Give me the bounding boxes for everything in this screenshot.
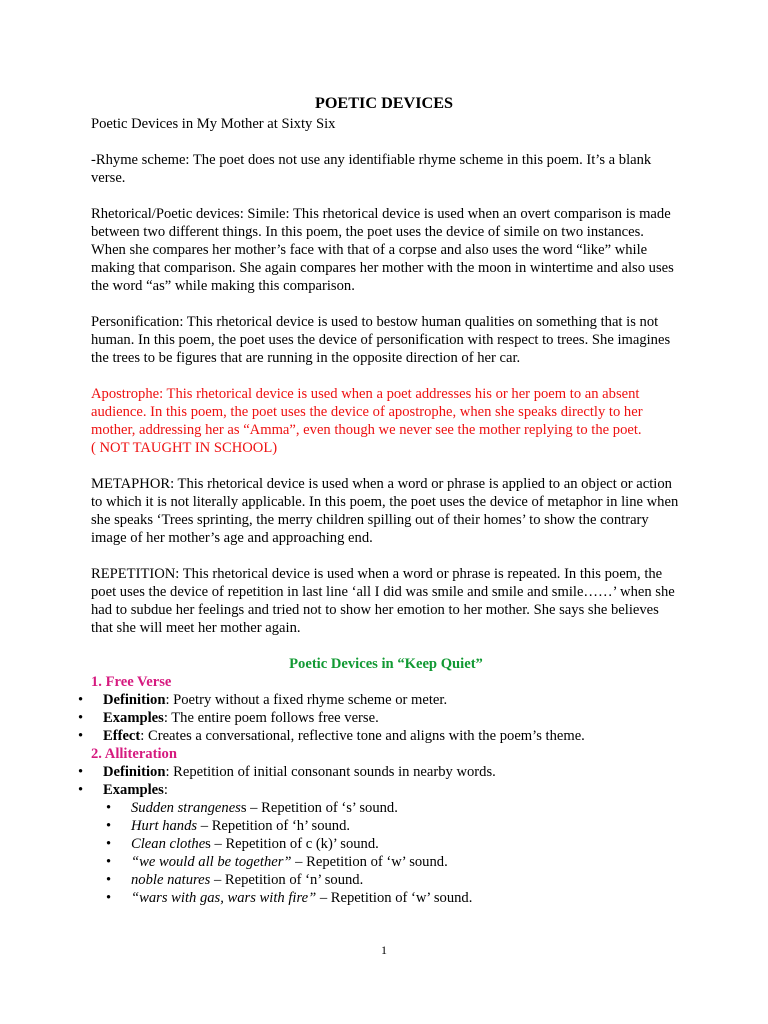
document-body	[91, 94, 681, 907]
example-item: • “wars with gas, wars with fire” – Repetition of ‘w’ sound.	[131, 889, 681, 907]
apostrophe-block	[91, 385, 681, 457]
free-verse-list	[91, 691, 681, 745]
metaphor-paragraph: METAPHOR: This rhetorical device is used when a word or phrase is applied to an object or action to which it is not literally applicable. In this poem, the poet uses the device of metaphor in line when she speaks ‘Trees sprinting, the merry children spilling out of their homes’ to show the contrary image of her mother’s age and approaching end.	[91, 476, 679, 546]
apostrophe-paragraph: Apostrophe: This rhetorical device is used when a poet addresses his or her poem to an absent audience. In this poem, the poet uses the device of apostrophe, when she speaks directly to her mother, addressing her as “Amma”, even though we never see the mother replying to the poet.	[91, 386, 643, 438]
example-item: • noble natures – Repetition of ‘n’ sound.	[131, 871, 681, 889]
rhyme-scheme-paragraph: -Rhyme scheme: The poet does not use any identifiable rhyme scheme in this poem. It’s a blank verse.	[91, 152, 652, 186]
list-item: • Effect: Creates a conversational, reflective tone and aligns with the poem’s theme.	[91, 727, 681, 745]
page-title: POETIC DEVICES	[314, 94, 454, 112]
simile-paragraph: Rhetorical/Poetic devices: Simile: This rhetorical device is used when an overt comparison is made between two different things. In this poem, the poet uses the device of simile on two instances. When she compares her mother’s face with that of a corpse and also uses the word “like” while making that comparison. She again compares her mother with the moon in wintertime and also uses the word “as” while making this comparison.	[91, 206, 674, 294]
example-item: • Clean clothes – Repetition of c (k)’ sound.	[131, 835, 681, 853]
alliteration-heading: 2. Alliteration	[91, 746, 177, 762]
alliteration-examples-list	[131, 799, 681, 907]
alliteration-list	[91, 763, 681, 907]
example-item: • “we would all be together” – Repetition of ‘w’ sound.	[131, 853, 681, 871]
apostrophe-note: ( NOT TAUGHT IN SCHOOL)	[91, 440, 278, 456]
repetition-paragraph: REPETITION: This rhetorical device is used when a word or phrase is repeated. In this poem, the poet uses the device of repetition in last line ‘all I did was smile and smile and smile……’ when she had to subdue her feelings and tried not to show her emotion to her mother. She says she believes that she will meet her mother again.	[91, 566, 675, 636]
list-item: • Definition: Repetition of initial consonant sounds in nearby words.	[91, 763, 681, 781]
subtitle: Poetic Devices in My Mother at Sixty Six	[91, 116, 336, 132]
example-item: • Sudden strangeness – Repetition of ‘s’ sound.	[131, 799, 681, 817]
free-verse-heading: 1. Free Verse	[91, 674, 172, 690]
list-item: • Examples: • Sudden strangeness – Repetition of ‘s’ sound. • Hurt hands – Repetition of ‘h’ sound. • Clean clothes – Repetition of c (k)’ sound. • “we would all be together” – Repetition of ‘w’ sound. • noble natures – Repetition of ‘n’ sound. • “wars with gas, wars with fire” – Repetition of ‘w’ sound.	[91, 781, 681, 907]
personification-paragraph: Personification: This rhetorical device is used to bestow human qualities on something that is not human. In this poem, the poet uses the device of personification with respect to trees. She imagines the trees to be figures that are running in the opposite direction of her car.	[91, 314, 671, 366]
example-item: • Hurt hands – Repetition of ‘h’ sound.	[131, 817, 681, 835]
list-item: • Examples: The entire poem follows free verse.	[91, 709, 681, 727]
keep-quiet-heading: Poetic Devices in “Keep Quiet”	[289, 656, 483, 672]
page-number: 1	[381, 943, 387, 957]
list-item: • Definition: Poetry without a fixed rhyme scheme or meter.	[91, 691, 681, 709]
